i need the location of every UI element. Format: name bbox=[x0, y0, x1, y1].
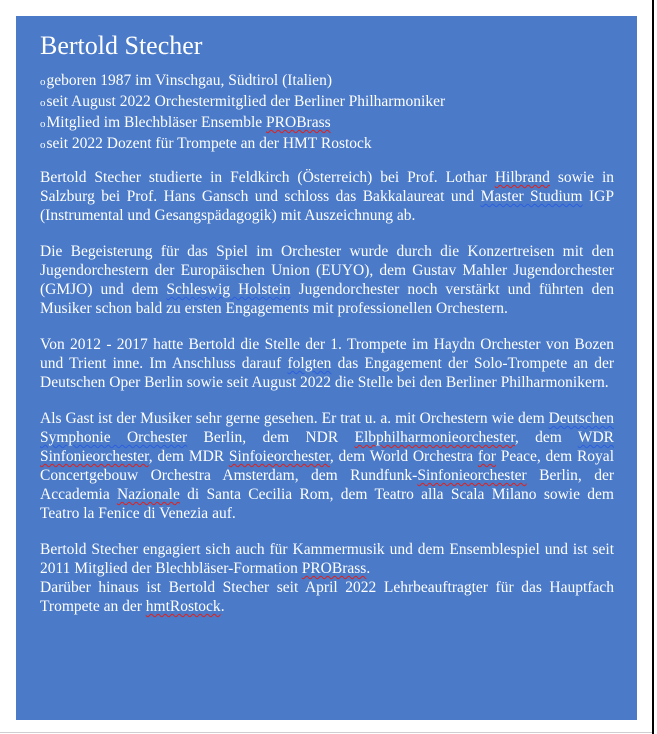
paragraph-youth-orchestras: Die Begeisterung für das Spiel im Orchester wurde durch die Konzertreisen mit den Jugendorchestern der Europäischen Union (EUYO), dem Gustav Mahler Jugendorchester (GMJO) und dem Schleswig Holstein Jugendorchester noch verstärkt und führten den Musiker schon bald zu ersten Engagements mit professionellen Orchestern. bbox=[40, 243, 614, 317]
spelling-mark: PROBrass bbox=[301, 560, 367, 577]
spelling-mark: Elbphilharmonieorchester bbox=[354, 429, 515, 446]
spelling-mark: hmtRostock bbox=[145, 598, 221, 615]
bullet-marker: o bbox=[40, 139, 46, 151]
grammar-mark: folgten bbox=[287, 355, 332, 372]
list-item bbox=[40, 134, 614, 155]
paragraph-chamber-music: Bertold Stecher engagiert sich auch für Kammermusik und dem Ensemblespiel und ist seit 2011 Mitglied der Blechbläser-Formation PROBrass. Darüber hinaus ist Bertold Stecher seit April 2022 Lehrbeauftragter für das Hauptfach Trompete an der hmtRostock. bbox=[40, 541, 614, 615]
page-right-border bbox=[652, 0, 654, 734]
spelling-mark: Sinfonieorchester bbox=[40, 448, 149, 465]
grammar-mark: WDR bbox=[577, 429, 614, 446]
bullet-text: seit 2022 Dozent für Trompete an der HMT Rostock bbox=[46, 135, 372, 152]
spelling-mark: Sinfonieorchester bbox=[417, 467, 527, 484]
paragraph-education: Bertold Stecher studierte in Feldkirch (Österreich) bei Prof. Lothar Hilbrand sowie in Salzburg bei Prof. Hans Gansch und schloss das Bakkalaureat und Master Studium IGP (Instrumental und Gesangspädagogik) mit Auszeichnung ab. bbox=[40, 169, 615, 224]
bullet-marker: o bbox=[40, 118, 46, 130]
biography-text-box[interactable] bbox=[16, 16, 637, 720]
bullet-marker: o bbox=[40, 76, 46, 88]
grammar-mark: Master Studium bbox=[480, 188, 583, 205]
paragraph-guest-appearances: Als Gast ist der Musiker sehr gerne gesehen. Er trat u. a. mit Orchestern wie dem Deutschen Symphonie Orchester Berlin, dem NDR Elbphilharmonieorchester, dem WDR Sinfonieorchester, dem MDR Sinfoieorchester, dem World Orchestra for Peace, dem Royal Concertgebouw Orchestra Amsterdam, dem Rundfunk-Sinfonieorchester Berlin, der Accademia Nazionale di Santa Cecilia Rom, dem Teatro alla Scala Milano sowie dem Teatro la Fenice di Venezia auf. bbox=[40, 410, 614, 522]
bullet-text: geboren 1987 im Vinschgau, Südtirol (Italien) bbox=[46, 72, 332, 89]
facts-list bbox=[40, 71, 614, 155]
list-item bbox=[40, 113, 614, 134]
spelling-mark: for bbox=[477, 448, 496, 465]
page-title: Bertold Stecher bbox=[40, 31, 203, 60]
spelling-mark: PROBrass bbox=[266, 114, 331, 131]
bullet-text: seit August 2022 Orchestermitglied der Berliner Philharmoniker bbox=[46, 93, 446, 110]
page-bottom-edge bbox=[0, 732, 652, 733]
bullet-marker: o bbox=[40, 97, 46, 109]
paragraph-career: Von 2012 - 2017 hatte Bertold die Stelle der 1. Trompete im Haydn Orchester von Bozen und Trient inne. Im Anschluss darauf folgten das Engagement der Solo-Trompete an der Deutschen Oper Berlin sowie seit August 2022 die Stelle bei den Berliner Philharmonikern. bbox=[40, 336, 615, 391]
grammar-mark: Deutschen Symphonie Orchester bbox=[40, 410, 614, 446]
list-item bbox=[40, 71, 614, 92]
spelling-mark: Hilbrand bbox=[494, 169, 550, 186]
spelling-mark: Sinfoieorchester bbox=[228, 448, 330, 465]
list-item bbox=[40, 92, 614, 113]
bullet-text: Mitglied im Blechbläser Ensemble PROBrass bbox=[46, 114, 331, 131]
grammar-mark: Schleswig Holstein bbox=[166, 281, 291, 298]
spelling-mark: Nazionale bbox=[117, 486, 180, 503]
